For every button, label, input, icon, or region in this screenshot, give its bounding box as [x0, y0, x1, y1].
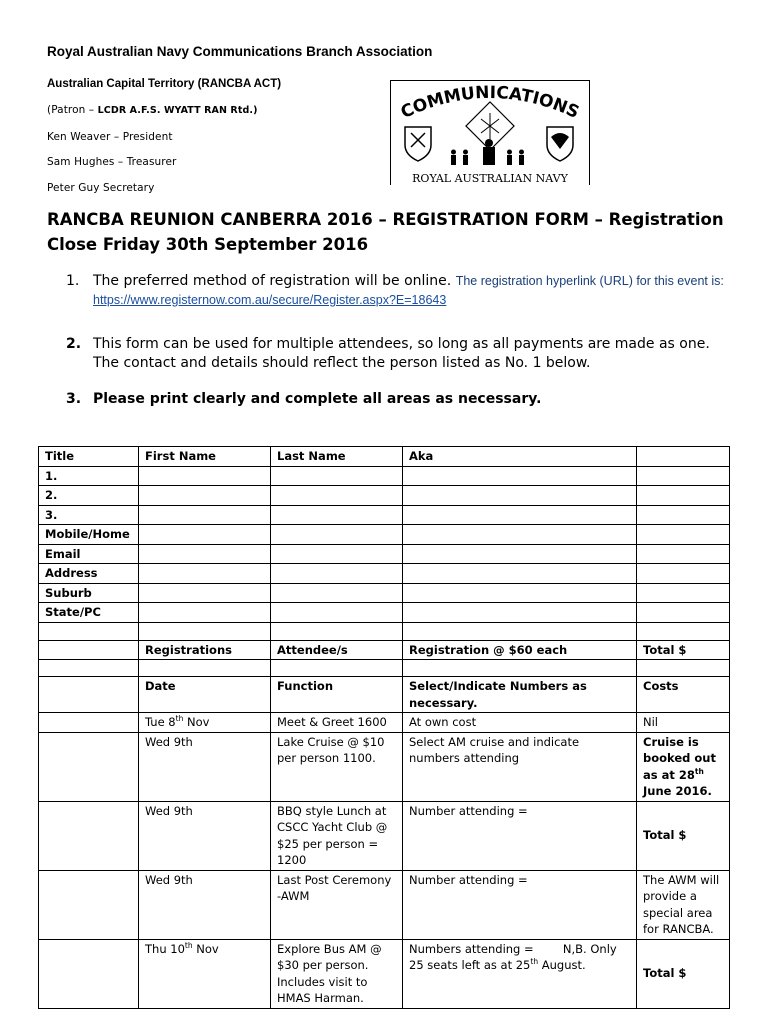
table-row: Email [39, 544, 730, 564]
spacer-row [39, 660, 730, 677]
input-cell[interactable] [403, 486, 637, 506]
table-row: Address [39, 564, 730, 584]
summary-row: Registrations Attendee/s Registration @ $60 each Total $ [39, 640, 730, 660]
input-cell[interactable] [271, 525, 403, 545]
event-row: Wed 9th Last Post Ceremony -AWM Number attending = The AWM will provide a special area for RANCBA. [39, 870, 730, 939]
event-row: Tue 8th Nov Meet & Greet 1600 At own cost Nil [39, 713, 730, 733]
table-row: 3. [39, 505, 730, 525]
input-cell[interactable] [637, 603, 730, 623]
input-cell[interactable] [139, 466, 271, 486]
branch-name: Australian Capital Territory (RANCBA ACT) [47, 78, 282, 90]
input-cell[interactable] [271, 466, 403, 486]
input-cell[interactable] [637, 583, 730, 603]
communications-logo [390, 80, 590, 185]
input-cell[interactable] [637, 466, 730, 486]
table-row: 1. [39, 466, 730, 486]
svg-text:COMMUNICATIONS: COMMUNICATIONS [397, 82, 583, 123]
input-cell[interactable] [139, 486, 271, 506]
event-row: Wed 9th BBQ style Lunch at CSCC Yacht Club @ $25 per person = 1200 Number attending = Total $ [39, 801, 730, 870]
form-title: RANCBA REUNION CANBERRA 2016 – REGISTRATION FORM – Registration Close Friday 30th September 2016 [47, 210, 724, 254]
input-cell[interactable] [403, 583, 637, 603]
input-cell[interactable] [139, 564, 271, 584]
table-row: 2. [39, 486, 730, 506]
registration-table [38, 446, 730, 1009]
input-cell[interactable] [271, 544, 403, 564]
input-cell[interactable] [637, 544, 730, 564]
input-cell[interactable] [139, 505, 271, 525]
input-cell[interactable] [403, 544, 637, 564]
spacer-row [39, 622, 730, 640]
registration-link[interactable]: https://www.registernow.com.au/secure/Register.aspx?E=18643 [93, 293, 447, 307]
input-cell[interactable] [637, 525, 730, 545]
input-cell[interactable] [271, 603, 403, 623]
col-aka: Aka [403, 447, 637, 467]
input-cell[interactable] [403, 564, 637, 584]
input-cell[interactable] [403, 603, 637, 623]
input-cell[interactable] [637, 486, 730, 506]
input-cell[interactable] [271, 505, 403, 525]
input-cell[interactable] [139, 525, 271, 545]
patron-line: (Patron – LCDR A.F.S. WYATT RAN Rtd.) [47, 104, 258, 116]
event-header-row: Date Function Select/Indicate Numbers as necessary. Costs [39, 677, 730, 713]
col-first-name: First Name [139, 447, 271, 467]
org-name: Royal Australian Navy Communications Branch Association [47, 44, 433, 59]
input-cell[interactable] [403, 505, 637, 525]
col-last-name: Last Name [271, 447, 403, 467]
table-header-row [39, 447, 730, 467]
table-row: Suburb [39, 583, 730, 603]
input-cell[interactable] [139, 583, 271, 603]
col-title: Title [39, 447, 139, 467]
input-cell[interactable] [139, 603, 271, 623]
col-extra [637, 447, 730, 467]
input-cell[interactable] [637, 564, 730, 584]
input-cell[interactable] [271, 583, 403, 603]
event-row: Thu 10th Nov Explore Bus AM @ $30 per person. Includes visit to HMAS Harman. Numbers attending = N,B. Only 25 seats left as at 25th August. Total $ [39, 939, 730, 1008]
input-cell[interactable] [403, 525, 637, 545]
input-cell[interactable] [139, 544, 271, 564]
input-cell[interactable] [271, 564, 403, 584]
event-row: Wed 9th Lake Cruise @ $10 per person 1100. Select AM cruise and indicate numbers attending Cruise is booked out as at 28th June 2016. [39, 732, 730, 801]
officer-secretary: Peter Guy Secretary [47, 182, 155, 194]
svg-text:ROYAL AUSTRALIAN NAVY: ROYAL AUSTRALIAN NAVY [412, 172, 568, 185]
officer-treasurer: Sam Hughes – Treasurer [47, 156, 177, 168]
table-row: State/PC [39, 603, 730, 623]
input-cell[interactable] [637, 505, 730, 525]
input-cell[interactable] [271, 486, 403, 506]
officer-president: Ken Weaver – President [47, 131, 173, 143]
table-row: Mobile/Home [39, 525, 730, 545]
input-cell[interactable] [403, 466, 637, 486]
